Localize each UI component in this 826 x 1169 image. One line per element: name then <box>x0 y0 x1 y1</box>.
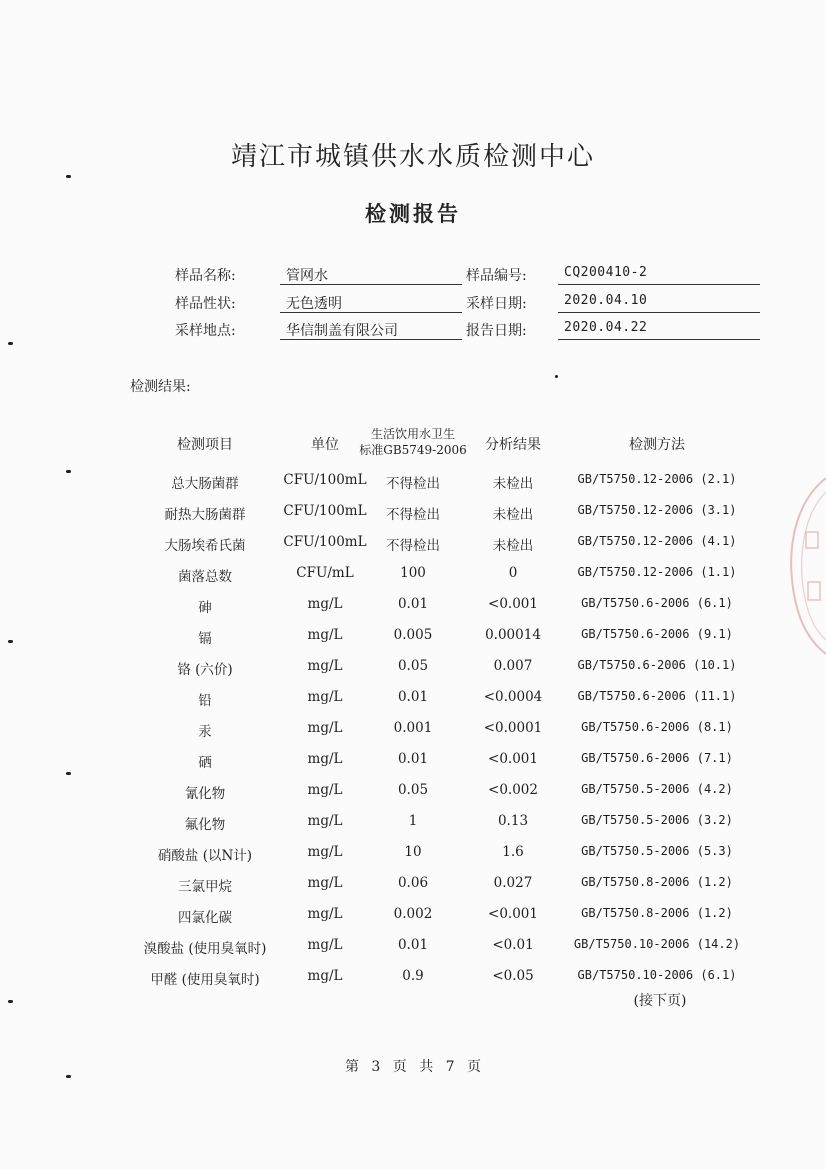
row-method: GB/T5750.12-2006 (1.1) <box>577 565 737 579</box>
row-result: 0.027 <box>493 875 533 891</box>
continued-note: (接下页) <box>633 993 687 1009</box>
row-item: 汞 <box>198 724 212 740</box>
table-row <box>0 590 826 621</box>
table-row <box>0 962 826 993</box>
table-row <box>0 528 826 559</box>
row-item: 菌落总数 <box>178 569 232 585</box>
header-item: 检测项目 <box>177 437 233 453</box>
row-unit: mg/L <box>307 782 343 798</box>
info-row-2 <box>0 293 826 315</box>
row-item: 四氯化碳 <box>178 910 232 926</box>
row-item: 甲醛 (使用臭氧时) <box>150 972 260 988</box>
row-standard: 10 <box>404 844 422 860</box>
report-date-label: 报告日期: <box>466 323 527 339</box>
row-unit: mg/L <box>307 937 343 953</box>
row-unit: CFU/100mL <box>283 534 367 550</box>
row-unit: mg/L <box>307 751 343 767</box>
row-method: GB/T5750.6-2006 (10.1) <box>577 658 737 672</box>
row-result: <0.01 <box>492 937 534 953</box>
row-result: 未检出 <box>492 538 534 554</box>
row-item: 溴酸盐 (使用臭氧时) <box>143 941 267 957</box>
row-standard: 不得检出 <box>386 507 440 523</box>
scan-speck <box>66 175 71 178</box>
header-unit: 单位 <box>311 437 339 453</box>
row-method: GB/T5750.5-2006 (4.2) <box>581 782 733 796</box>
row-standard: 0.01 <box>397 751 429 767</box>
sample-no-label: 样品编号: <box>466 268 527 284</box>
row-method: GB/T5750.5-2006 (5.3) <box>581 844 733 858</box>
table-row <box>0 497 826 528</box>
table-row <box>0 683 826 714</box>
sampling-site-label: 采样地点: <box>175 323 236 339</box>
row-unit: CFU/100mL <box>283 503 367 519</box>
row-method: GB/T5750.6-2006 (6.1) <box>581 596 733 610</box>
sampling-date-value: 2020.04.10 <box>558 293 760 313</box>
table-row <box>0 900 826 931</box>
scan-speck <box>555 375 558 378</box>
row-unit: CFU/100mL <box>283 472 367 488</box>
sample-no-value: CQ200410-2 <box>558 265 760 285</box>
row-method: GB/T5750.6-2006 (7.1) <box>581 751 733 765</box>
row-result: 1.6 <box>502 844 524 860</box>
row-standard: 0.01 <box>397 689 429 705</box>
table-row <box>0 559 826 590</box>
row-method: GB/T5750.8-2006 (1.2) <box>581 906 733 920</box>
row-unit: mg/L <box>307 813 343 829</box>
info-row-3 <box>0 320 826 342</box>
row-result: 未检出 <box>492 476 534 492</box>
info-row-1 <box>0 265 826 287</box>
table-row <box>0 838 826 869</box>
table-row <box>0 931 826 962</box>
row-result: <0.001 <box>488 906 538 922</box>
row-result: <0.001 <box>488 751 538 767</box>
sample-state-label: 样品性状: <box>175 296 236 312</box>
table-row <box>0 807 826 838</box>
row-result: 未检出 <box>492 507 534 523</box>
row-result: <0.05 <box>492 968 534 984</box>
sample-name-value: 管网水 <box>280 265 462 285</box>
row-method: GB/T5750.6-2006 (9.1) <box>581 627 733 641</box>
row-method: GB/T5750.10-2006 (14.2) <box>573 937 741 951</box>
results-label: 检测结果: <box>130 379 191 395</box>
table-row <box>0 621 826 652</box>
row-unit: mg/L <box>307 720 343 736</box>
row-item: 铬 (六价) <box>177 662 233 678</box>
row-item: 铅 <box>198 693 212 709</box>
row-item: 镉 <box>198 631 212 647</box>
scan-speck <box>8 640 13 643</box>
results-table-header <box>0 425 826 465</box>
table-row <box>0 745 826 776</box>
row-unit: mg/L <box>307 596 343 612</box>
row-standard: 100 <box>400 565 426 581</box>
table-row <box>0 466 826 497</box>
row-unit: mg/L <box>307 968 343 984</box>
row-unit: mg/L <box>307 658 343 674</box>
row-standard: 0.01 <box>397 937 429 953</box>
row-unit: mg/L <box>307 906 343 922</box>
row-standard: 0.05 <box>397 782 429 798</box>
row-method: GB/T5750.6-2006 (11.1) <box>577 689 737 703</box>
row-unit: mg/L <box>307 627 343 643</box>
row-standard: 0.9 <box>402 968 424 984</box>
row-method: GB/T5750.8-2006 (1.2) <box>581 875 733 889</box>
row-unit: mg/L <box>307 689 343 705</box>
scan-speck <box>8 342 13 345</box>
sample-state-value: 无色透明 <box>280 293 462 313</box>
row-item: 硒 <box>198 755 212 771</box>
scan-speck <box>66 1075 71 1078</box>
table-row <box>0 652 826 683</box>
row-result: 0.007 <box>493 658 533 674</box>
table-row <box>0 869 826 900</box>
row-unit: CFU/mL <box>296 565 354 581</box>
table-row <box>0 776 826 807</box>
row-method: GB/T5750.12-2006 (4.1) <box>577 534 737 548</box>
table-row <box>0 714 826 745</box>
row-standard: 0.001 <box>393 720 433 736</box>
scan-speck <box>66 470 71 473</box>
row-item: 硝酸盐 (以N计) <box>157 848 253 864</box>
report-title: 检测报告 <box>365 201 461 226</box>
row-result: <0.002 <box>488 782 538 798</box>
row-result: 0.00014 <box>485 627 541 643</box>
sampling-date-label: 采样日期: <box>466 296 527 312</box>
row-item: 大肠埃希氏菌 <box>164 538 246 554</box>
row-method: GB/T5750.12-2006 (2.1) <box>577 472 737 486</box>
row-standard: 不得检出 <box>386 476 440 492</box>
row-unit: mg/L <box>307 875 343 891</box>
row-standard: 不得检出 <box>386 538 440 554</box>
report-date-value: 2020.04.22 <box>558 320 760 340</box>
row-method: GB/T5750.5-2006 (3.2) <box>581 813 733 827</box>
row-result: <0.001 <box>488 596 538 612</box>
row-item: 氟化物 <box>184 817 226 833</box>
row-item: 氰化物 <box>184 786 226 802</box>
header-standard-line2: 标准GB5749-2006 <box>359 443 467 457</box>
organization-title: 靖江市城镇供水水质检测中心 <box>230 142 595 172</box>
row-item: 总大肠菌群 <box>171 476 239 492</box>
row-method: GB/T5750.10-2006 (6.1) <box>577 968 737 982</box>
sample-name-label: 样品名称: <box>175 268 236 284</box>
header-method: 检测方法 <box>629 437 685 453</box>
row-unit: mg/L <box>307 844 343 860</box>
row-standard: 1 <box>408 813 418 829</box>
row-standard: 0.05 <box>397 658 429 674</box>
row-result: 0 <box>508 565 518 581</box>
row-item: 耐热大肠菌群 <box>164 507 246 523</box>
row-standard: 0.002 <box>393 906 433 922</box>
row-standard: 0.06 <box>397 875 429 891</box>
row-method: GB/T5750.12-2006 (3.1) <box>577 503 737 517</box>
row-result: <0.0004 <box>483 689 543 705</box>
row-result: 0.13 <box>497 813 529 829</box>
page-footer: 第 3 页 共 7 页 <box>344 1059 482 1075</box>
scan-speck <box>66 772 71 775</box>
row-method: GB/T5750.6-2006 (8.1) <box>581 720 733 734</box>
row-result: <0.0001 <box>483 720 543 736</box>
results-table-body <box>0 466 826 996</box>
header-result: 分析结果 <box>485 437 541 453</box>
row-standard: 0.01 <box>397 596 429 612</box>
scan-speck <box>8 1000 13 1003</box>
row-standard: 0.005 <box>393 627 433 643</box>
row-item: 砷 <box>198 600 212 616</box>
row-item: 三氯甲烷 <box>178 879 232 895</box>
header-standard-line1: 生活饮用水卫生 <box>370 427 456 441</box>
sampling-site-value: 华信制盖有限公司 <box>280 320 462 340</box>
